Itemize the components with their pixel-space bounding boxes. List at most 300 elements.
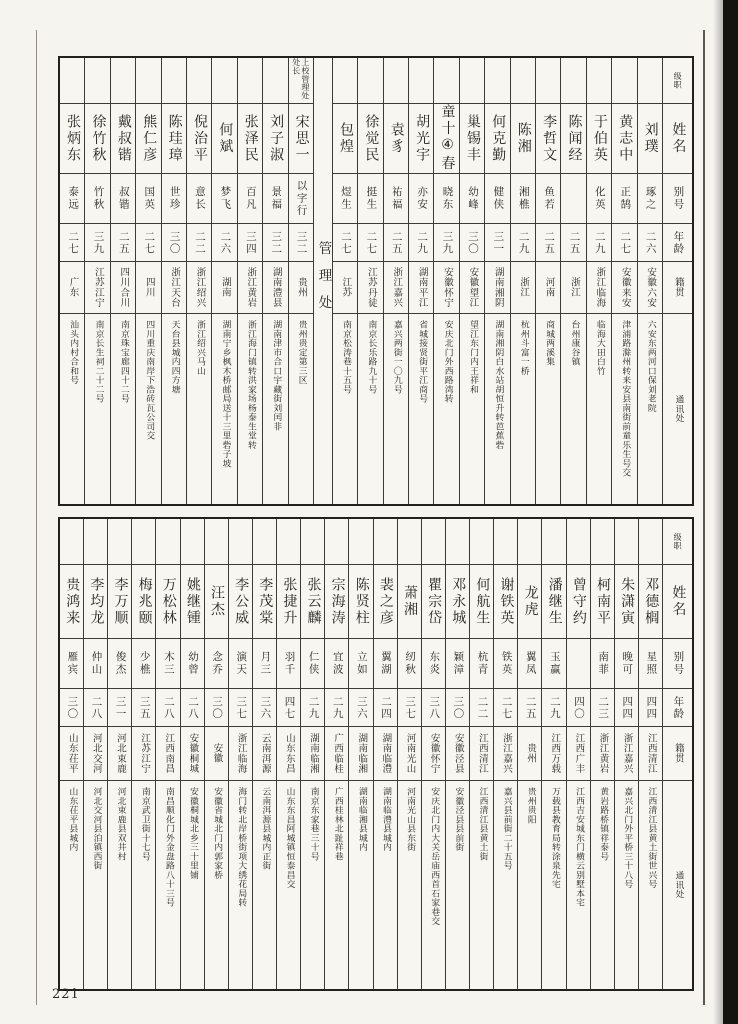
- person-column: [288, 58, 313, 504]
- person-rank-cell: [422, 519, 445, 565]
- person-name-cell: [212, 104, 236, 174]
- person-name-cell: [349, 565, 372, 639]
- person-name: 童十④春: [439, 104, 456, 173]
- person-alias: 世珍: [168, 186, 181, 211]
- person-age: 二五: [390, 230, 403, 255]
- person-address: 汕头内村合和号: [68, 320, 79, 385]
- section-divider-column: [313, 58, 332, 504]
- person-age-cell: [132, 689, 155, 727]
- person-alias: 星照: [645, 651, 658, 676]
- person-age: 三七: [235, 695, 248, 720]
- person-name-cell: [460, 104, 484, 174]
- person-origin: 安徽来安: [619, 266, 631, 309]
- person-age: 二六: [644, 230, 657, 255]
- person-column: [408, 58, 433, 504]
- person-name-cell: [587, 104, 611, 174]
- header-origin-label: 籍贯: [672, 743, 684, 764]
- person-alias-cell: [136, 174, 160, 224]
- person-name: 刘子淑: [268, 113, 285, 164]
- person-address-cell: [136, 314, 160, 504]
- person-address-cell: [162, 314, 186, 504]
- person-rank-cell: [409, 58, 433, 104]
- person-origin: 湖南: [219, 277, 231, 298]
- person-age-cell: [325, 689, 348, 727]
- person-age: 三一: [114, 695, 127, 720]
- person-name-cell: [181, 565, 204, 639]
- person-rank-cell: [181, 519, 204, 565]
- person-name: 倪治平: [192, 113, 208, 164]
- person-alias: 木三: [162, 651, 175, 676]
- person-column: [560, 58, 585, 504]
- person-address-cell: [301, 781, 324, 989]
- person-column: [237, 58, 262, 504]
- person-address: 贵州贵阳: [525, 787, 536, 824]
- person-name: 万松林: [160, 576, 177, 627]
- person-name: 张泽民: [242, 113, 259, 164]
- person-origin: 浙江临海: [594, 266, 606, 309]
- person-origin-cell: [229, 727, 252, 781]
- person-column: [211, 58, 236, 504]
- person-address: 南京武卫街十七号: [139, 787, 150, 861]
- person-name-cell: [485, 104, 509, 174]
- person-name-cell: [263, 104, 287, 174]
- person-rank-cell: [289, 58, 313, 104]
- person-age-cell: [156, 689, 179, 727]
- person-alias: 南菲: [597, 651, 610, 676]
- person-age: 三二: [270, 230, 283, 255]
- person-origin: 江西南昌: [163, 732, 175, 775]
- person-name: 陈珪璋: [166, 113, 183, 164]
- person-rank-cell: [591, 519, 614, 565]
- person-address: 山东东昌阿城镇恒泰昌交: [284, 787, 295, 889]
- person-alias: 颖漳: [452, 651, 465, 676]
- person-origin-cell: [567, 727, 590, 781]
- person-alias: 亦安: [416, 186, 429, 211]
- person-name: 徐觉民: [363, 113, 380, 164]
- roster-table-upper: [58, 56, 694, 506]
- person-origin-cell: [422, 727, 445, 781]
- header-origin-label: 籍贯: [672, 277, 684, 298]
- person-address-cell: [333, 314, 357, 504]
- person-name: 潘继生: [546, 576, 563, 627]
- person-alias: 泰远: [67, 186, 80, 211]
- person-rank-cell: [615, 519, 638, 565]
- person-origin-cell: [542, 727, 565, 781]
- person-alias: 煜生: [339, 186, 352, 211]
- person-name: 李万顺: [112, 576, 129, 627]
- person-rank-cell: [587, 58, 611, 104]
- person-name: 梅兆颐: [136, 576, 153, 627]
- person-age: 二九: [331, 695, 344, 720]
- person-age-cell: [238, 224, 262, 262]
- person-age-cell: [253, 689, 276, 727]
- person-origin: 安徽: [211, 743, 223, 764]
- person-rank-cell: [518, 519, 541, 565]
- person-alias-cell: [277, 639, 300, 689]
- person-address-cell: [384, 314, 408, 504]
- person-age-cell: [374, 689, 397, 727]
- person-age: 三六: [355, 695, 368, 720]
- person-alias-cell: [111, 174, 135, 224]
- person-origin-cell: [132, 727, 155, 781]
- person-name: 曾守约: [570, 576, 587, 627]
- person-alias: 鱼若: [543, 186, 556, 211]
- person-age: 二五: [117, 230, 130, 255]
- person-alias: 仁侠: [307, 651, 320, 676]
- person-alias-cell: [587, 174, 611, 224]
- person-address-cell: [470, 781, 493, 989]
- person-age-cell: [612, 224, 636, 262]
- person-origin-cell: [591, 727, 614, 781]
- person-address: 浙江海门镇转洪家场杨泰生堂转: [245, 320, 256, 450]
- person-name: 贵鸿来: [64, 576, 81, 627]
- person-age-cell: [60, 224, 84, 262]
- person-address-cell: [289, 314, 313, 504]
- person-alias: 纫秋: [404, 651, 417, 676]
- person-alias: 化英: [593, 186, 606, 211]
- person-age: 三四: [244, 230, 257, 255]
- person-alias-cell: [358, 174, 382, 224]
- person-address: 津浦路滁州转来安县南街前童乐生号交: [620, 320, 631, 478]
- person-age-cell: [84, 689, 107, 727]
- person-origin-cell: [60, 727, 83, 781]
- person-address: 安徽桐城北乡三十里铺: [187, 787, 198, 880]
- person-alias-cell: [422, 639, 445, 689]
- person-column: [459, 58, 484, 504]
- person-alias: 幼曾: [186, 651, 199, 676]
- person-origin-cell: [238, 262, 262, 314]
- person-address-cell: [615, 781, 638, 989]
- person-alias: 晓东: [441, 186, 454, 211]
- person-age: 二五: [524, 695, 537, 720]
- person-address: 安徽泾县县前街: [453, 787, 464, 852]
- person-column: [180, 519, 204, 989]
- person-name-cell: [132, 565, 155, 639]
- person-column: [252, 519, 276, 989]
- person-address: 嘉兴县前街二十五号: [501, 787, 512, 871]
- person-rank-cell: [212, 58, 236, 104]
- person-name-cell: [518, 565, 541, 639]
- person-rank-cell: [374, 519, 397, 565]
- person-address: 河北束鹿县双井村: [115, 787, 126, 861]
- person-alias: 东炎: [428, 651, 441, 676]
- header-rank-label: 级职: [673, 533, 683, 550]
- person-address-cell: [494, 781, 517, 989]
- person-name: 戴叔锴: [115, 113, 132, 164]
- person-age-cell: [111, 224, 135, 262]
- person-name-cell: [253, 565, 276, 639]
- person-age: 二七: [500, 695, 513, 720]
- person-column: [373, 519, 397, 989]
- person-age: 二九: [593, 230, 606, 255]
- person-origin: 浙江黄岩: [245, 266, 257, 309]
- person-column: [84, 58, 109, 504]
- person-name: 邓德榈: [643, 576, 660, 627]
- person-age: 二二: [194, 230, 207, 255]
- person-address-cell: [511, 314, 535, 504]
- person-column: [135, 58, 160, 504]
- person-origin: 四川合川: [118, 266, 130, 309]
- person-column: [566, 519, 590, 989]
- person-origin-cell: [277, 727, 300, 781]
- person-alias-cell: [470, 639, 493, 689]
- person-address-cell: [536, 314, 560, 504]
- person-age: 四〇: [572, 695, 585, 720]
- person-age-cell: [470, 689, 493, 727]
- person-alias-cell: [212, 174, 236, 224]
- person-address: 湖南津市合口宇藏街刘闰非: [271, 320, 282, 431]
- person-column: [60, 58, 84, 504]
- person-age-cell: [536, 224, 560, 262]
- person-age: 三一: [492, 230, 505, 255]
- person-alias: 立如: [355, 651, 368, 676]
- person-origin: 湖南湘阴: [492, 266, 504, 309]
- person-origin: 浙江绍兴: [194, 266, 206, 309]
- person-age-cell: [561, 224, 585, 262]
- person-rank-cell: [60, 58, 84, 104]
- person-alias-cell: [325, 639, 348, 689]
- person-origin: 湖南平江: [416, 266, 428, 309]
- person-rank-cell: [84, 519, 107, 565]
- person-origin-cell: [446, 727, 469, 781]
- person-address: 湖南宁乡枫木桥邮局送十三里砦子坡: [220, 320, 231, 468]
- person-address: 南京长生祠二十二号: [93, 320, 104, 404]
- person-alias-cell: [205, 639, 228, 689]
- person-rank-cell: [253, 519, 276, 565]
- person-address: 南京珠宝廊四十二号: [118, 320, 129, 404]
- person-rank-cell: [358, 58, 382, 104]
- person-name: 于伯英: [591, 113, 608, 164]
- person-alias-cell: [494, 639, 517, 689]
- person-rank-cell: [162, 58, 186, 104]
- person-origin: 浙江: [568, 277, 580, 298]
- person-column: [493, 519, 517, 989]
- person-origin: 湖南澧县: [270, 266, 282, 309]
- person-column: [421, 519, 445, 989]
- person-age-cell: [289, 224, 313, 262]
- person-age: 三九: [92, 230, 105, 255]
- person-name: 张炳东: [65, 113, 82, 164]
- person-rank-cell: [85, 58, 109, 104]
- person-alias-cell: [181, 639, 204, 689]
- person-alias-cell: [567, 639, 590, 689]
- person-column: [517, 519, 541, 989]
- person-rank-cell: [229, 519, 252, 565]
- person-alias: 健侠: [492, 186, 505, 211]
- person-origin: 浙江嘉兴: [501, 732, 512, 775]
- person-origin-cell: [212, 262, 236, 314]
- person-age-cell: [384, 224, 408, 262]
- person-address: 湖南临湘县城内: [356, 787, 367, 852]
- person-address: 海门转北岸桥街项大绣花局转: [236, 787, 247, 908]
- person-origin-cell: [263, 262, 287, 314]
- person-name-cell: [156, 565, 179, 639]
- person-address-cell: [238, 314, 262, 504]
- person-origin: 广西临桂: [332, 732, 344, 775]
- person-rank-cell: [536, 58, 560, 104]
- person-rank-cell: [108, 519, 131, 565]
- header-address: [663, 781, 692, 989]
- person-age: 三二: [295, 230, 308, 255]
- person-address-cell: [108, 781, 131, 989]
- person-name: 张捷升: [281, 576, 298, 627]
- person-origin: 浙江临海: [235, 732, 247, 775]
- person-alias: 月三: [259, 651, 272, 676]
- person-origin: 河南光山: [404, 732, 416, 775]
- person-name-cell: [60, 565, 83, 639]
- person-origin: 安徽泾县: [452, 732, 464, 775]
- person-rank-cell: [612, 58, 636, 104]
- person-address: 贵州贵定第三区: [296, 320, 307, 385]
- person-column: [535, 58, 560, 504]
- person-origin: 湖南临湘: [356, 732, 368, 775]
- person-name-cell: [187, 104, 211, 174]
- person-address-cell: [187, 314, 211, 504]
- person-column: [637, 58, 662, 504]
- person-rank-cell: [460, 58, 484, 104]
- person-rank-cell: [470, 519, 493, 565]
- person-origin: 安徽六安: [645, 266, 657, 309]
- person-name-cell: [615, 565, 638, 639]
- person-alias-cell: [60, 174, 84, 224]
- person-age-cell: [136, 224, 160, 262]
- person-address: 湖南临澧县城内: [380, 787, 391, 852]
- person-age: 二九: [307, 695, 320, 720]
- header-address-label: 通讯处: [673, 871, 684, 899]
- person-name-cell: [374, 565, 397, 639]
- person-origin: 山东东昌: [283, 732, 295, 775]
- person-age: 二九: [416, 230, 429, 255]
- person-age-cell: [587, 224, 611, 262]
- person-origin: 河北束鹿: [115, 732, 126, 775]
- person-rank-cell: [301, 519, 324, 565]
- person-age: 二九: [517, 230, 530, 255]
- person-name-cell: [536, 104, 560, 174]
- person-address-cell: [612, 314, 636, 504]
- person-address-cell: [591, 781, 614, 989]
- person-origin-cell: [384, 262, 408, 314]
- person-alias-cell: [384, 174, 408, 224]
- person-column: [332, 58, 357, 504]
- person-rank-cell: [156, 519, 179, 565]
- person-address-cell: [460, 314, 484, 504]
- page-frame-line-left: [36, 30, 37, 1005]
- person-age-cell: [277, 689, 300, 727]
- person-age-cell: [542, 689, 565, 727]
- person-rank-cell: [434, 58, 458, 104]
- person-address: 六安东两河口保刘老院: [645, 320, 656, 413]
- person-name: 刘璞: [642, 121, 659, 156]
- person-column: [541, 519, 565, 989]
- header-column: [662, 58, 692, 504]
- person-address-cell: [229, 781, 252, 989]
- person-address-cell: [156, 781, 179, 989]
- person-address: 云南洱源县城内正街: [260, 787, 271, 871]
- person-address: 南京长乐路九十号: [366, 320, 377, 394]
- person-origin: 浙江: [518, 277, 530, 298]
- person-column: [186, 58, 211, 504]
- person-rank-cell: [398, 519, 421, 565]
- person-address: 天台县城内四方塘: [169, 320, 180, 394]
- header-origin: [663, 727, 692, 781]
- person-origin-cell: [409, 262, 433, 314]
- person-age: 四四: [621, 695, 634, 720]
- person-address: 浙江绍兴马山: [195, 320, 206, 376]
- person-column: [131, 519, 155, 989]
- header-column: [662, 519, 692, 989]
- person-name-cell: [409, 104, 433, 174]
- person-address-cell: [60, 781, 83, 989]
- person-address: 临海大田白竹: [594, 320, 605, 376]
- person-address-cell: [277, 781, 300, 989]
- person-age-cell: [229, 689, 252, 727]
- person-origin-cell: [358, 262, 382, 314]
- person-column: [155, 519, 179, 989]
- person-address: 山东茌平县城内: [67, 787, 78, 852]
- person-name: 张云麟: [305, 576, 322, 627]
- person-name: 陈湘: [515, 121, 532, 156]
- person-column: [300, 519, 324, 989]
- person-alias: 杭青: [476, 651, 489, 676]
- person-name: 龙虎: [522, 584, 539, 619]
- person-origin-cell: [612, 262, 636, 314]
- person-alias-cell: [60, 639, 83, 689]
- person-origin-cell: [156, 727, 179, 781]
- person-name-cell: [398, 565, 421, 639]
- person-origin: 浙江天台: [169, 266, 181, 309]
- header-alias-label: 别号: [672, 186, 685, 211]
- person-alias-cell: [561, 174, 585, 224]
- person-address-cell: [518, 781, 541, 989]
- header-age: [663, 224, 692, 262]
- person-name: 包煌: [337, 121, 354, 156]
- person-column: [60, 519, 83, 989]
- person-rank-cell: [567, 519, 590, 565]
- person-age: 二三: [597, 695, 610, 720]
- person-rank-cell: [638, 58, 662, 104]
- page-number: 221: [52, 987, 80, 1002]
- person-address: 江西清江县黄土街世兴号: [646, 787, 657, 889]
- person-name: 何斌: [217, 121, 234, 156]
- header-age-label: 年龄: [672, 230, 685, 255]
- person-age-cell: [85, 224, 109, 262]
- person-age: 三〇: [66, 695, 79, 720]
- person-alias: 正鹄: [619, 186, 632, 211]
- person-age-cell: [349, 689, 372, 727]
- person-alias-cell: [398, 639, 421, 689]
- person-column: [228, 519, 252, 989]
- person-address: 南京松涛巷十五号: [341, 320, 352, 394]
- person-address: 南京东家巷三十号: [308, 787, 319, 861]
- person-column: [638, 519, 662, 989]
- person-age: 二七: [619, 230, 632, 255]
- person-alias: 意长: [194, 186, 207, 211]
- person-origin-cell: [374, 727, 397, 781]
- person-column: [204, 519, 228, 989]
- roster-table-lower: [58, 517, 694, 991]
- person-alias-cell: [108, 639, 131, 689]
- person-address: 安徽省城北门内郭家桥: [212, 787, 223, 880]
- person-age-cell: [638, 224, 662, 262]
- person-origin: 广东: [67, 277, 79, 298]
- person-origin-cell: [162, 262, 186, 314]
- header-rank-label: 级职: [673, 72, 683, 89]
- person-name-cell: [84, 565, 107, 639]
- person-address: 广西桂林北趾祥巷: [332, 787, 343, 861]
- person-name: 汪杰: [209, 584, 226, 619]
- person-address: 望江东门内王祥和: [467, 320, 478, 394]
- person-address: 江西清江县黄土街: [477, 787, 488, 861]
